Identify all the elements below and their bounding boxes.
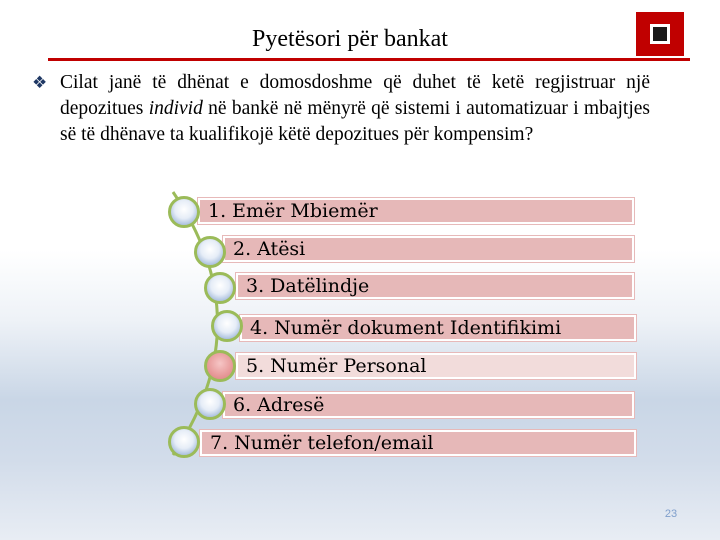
list-item-4	[240, 315, 636, 341]
circle-marker-icon	[168, 196, 200, 228]
list-item-label: 5. Numër Personal	[246, 355, 427, 377]
slide-title-text: Pyetësori për bankat	[252, 26, 448, 52]
diamond-bullet-icon: ❖	[32, 73, 48, 93]
list-item-label: 3. Datëlindje	[246, 275, 370, 297]
list-item-1	[198, 198, 634, 224]
list-item-5	[236, 353, 636, 379]
list-item-2	[223, 236, 634, 262]
circle-marker-icon	[194, 388, 226, 420]
circle-marker-pink-icon	[204, 350, 236, 382]
list-item-7	[200, 430, 636, 456]
list-item-label: 2. Atësi	[233, 238, 306, 260]
list-item-6	[223, 392, 634, 418]
question-text-after: në bankë në mënyrë që sistemi i automatizuar i mbajtjes së të dhënave ta kualifikojë këtë depozitues për kompensim?	[60, 98, 650, 145]
list-item-3	[236, 273, 634, 299]
question-text-italic: individ	[148, 98, 203, 119]
circle-marker-icon	[211, 310, 243, 342]
list-item-label: 6. Adresë	[233, 394, 325, 416]
list-item-label: 7. Numër telefon/email	[210, 432, 434, 454]
circle-marker-icon	[168, 426, 200, 458]
circle-marker-icon	[194, 236, 226, 268]
list-item-label: 1. Emër Mbiemër	[208, 200, 378, 222]
circle-marker-icon	[204, 272, 236, 304]
list-item-label: 4. Numër dokument Identifikimi	[250, 317, 562, 339]
question-text-before: Cilat janë të dhënat e domosdoshme që duhet të ketë regjistruar një depozitues	[60, 72, 650, 119]
page-number: 23	[664, 508, 678, 520]
